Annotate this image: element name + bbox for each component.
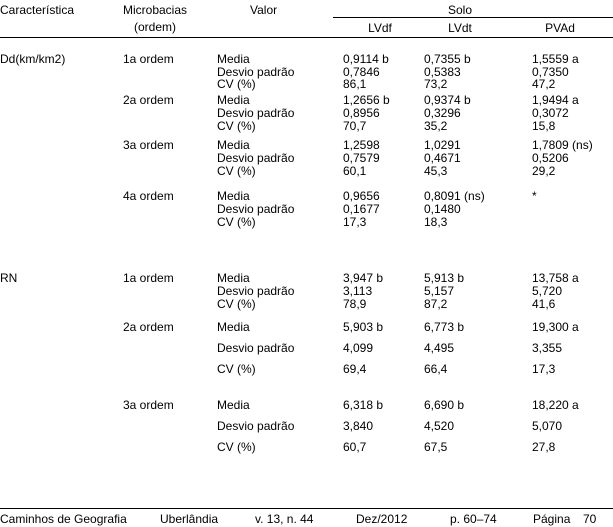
- cell-lvdf: 0,8956: [343, 106, 380, 120]
- cell-lvdt: 4,495: [424, 341, 455, 355]
- cell-valor: CV (%): [217, 297, 256, 311]
- cell-lvdt: 6,690 b: [424, 398, 465, 412]
- cell-lvdt: 0,9374 b: [424, 93, 471, 107]
- cell-lvdf: 3,840: [343, 419, 374, 433]
- cell-lvdt: 4,520: [424, 419, 455, 433]
- cell-lvdt: 6,773 b: [424, 320, 465, 334]
- footer-volume: v. 13, n. 44: [255, 512, 314, 526]
- header-bottom-rule: [0, 37, 613, 38]
- cell-lvdf: 1,2598: [343, 138, 380, 152]
- cell-lvdf: 0,7846: [343, 65, 380, 79]
- footer-page-label: Página: [533, 512, 571, 526]
- cell-valor: Media: [217, 138, 250, 152]
- cell-lvdt: 67,5: [424, 440, 448, 454]
- cell-valor: Desvio padrão: [217, 151, 295, 165]
- cell-lvdf: 6,318 b: [343, 398, 384, 412]
- header-lvdf: LVdf: [368, 21, 392, 35]
- cell-valor: Desvio padrão: [217, 284, 295, 298]
- cell-lvdf: 3,113: [343, 284, 373, 298]
- cell-pvad: 13,758 a: [532, 271, 579, 285]
- cell-pvad: 15,8: [532, 119, 556, 133]
- cell-valor: Media: [217, 189, 250, 203]
- cell-lvdt: 0,7355 b: [424, 52, 471, 66]
- order-label: 3a ordem: [123, 138, 174, 152]
- cell-lvdt: 0,5383: [424, 65, 461, 79]
- cell-pvad: 0,3072: [532, 106, 569, 120]
- order-label: 3a ordem: [123, 398, 174, 412]
- group-caracteristica: Dd(km/km2): [0, 52, 66, 66]
- header-lvdt: LVdt: [448, 21, 472, 35]
- header-valor: Valor: [250, 3, 278, 17]
- cell-valor: CV (%): [217, 362, 256, 376]
- cell-valor: Media: [217, 398, 250, 412]
- cell-valor: Desvio padrão: [217, 65, 295, 79]
- cell-lvdf: 0,9114 b: [343, 52, 389, 66]
- order-label: 4a ordem: [123, 189, 174, 203]
- cell-lvdf: 60,7: [343, 440, 367, 454]
- cell-lvdf: 1,2656 b: [343, 93, 390, 107]
- cell-pvad: 0,5206: [532, 151, 569, 165]
- order-label: 1a ordem: [123, 271, 174, 285]
- cell-lvdt: 66,4: [424, 362, 448, 376]
- cell-lvdf: 70,7: [343, 119, 367, 133]
- cell-lvdf: 60,1: [343, 164, 367, 178]
- cell-valor: Desvio padrão: [217, 419, 295, 433]
- cell-valor: CV (%): [217, 215, 256, 229]
- cell-pvad: 41,6: [532, 297, 556, 311]
- header-microbacias: [120, 4, 190, 33]
- footer-date: Dez/2012: [356, 512, 408, 526]
- cell-pvad: 1,7809 (ns): [532, 138, 593, 152]
- cell-valor: Desvio padrão: [217, 106, 295, 120]
- cell-valor: CV (%): [217, 77, 256, 91]
- cell-lvdt: 0,1480: [424, 202, 461, 216]
- cell-lvdf: 4,099: [343, 341, 374, 355]
- cell-lvdf: 5,903 b: [343, 320, 384, 334]
- cell-valor: Media: [217, 93, 250, 107]
- cell-lvdf: 0,7579: [343, 151, 380, 165]
- cell-lvdt: 35,2: [424, 119, 448, 133]
- cell-lvdt: 0,3296: [424, 106, 461, 120]
- group-caracteristica: RN: [0, 271, 18, 285]
- order-label: 2a ordem: [123, 93, 174, 107]
- cell-lvdt: 5,157: [424, 284, 455, 298]
- cell-pvad: 27,8: [532, 440, 556, 454]
- cell-pvad: 3,355: [532, 341, 563, 355]
- cell-lvdt: 18,3: [424, 215, 448, 229]
- cell-lvdf: 0,9656: [343, 189, 380, 203]
- cell-pvad: 1,5559 a: [532, 52, 579, 66]
- cell-lvdt: 87,2: [424, 297, 448, 311]
- cell-pvad: 17,3: [532, 362, 556, 376]
- cell-lvdt: 0,4671: [424, 151, 461, 165]
- footer-pages: p. 60–74: [450, 512, 497, 526]
- footer-rule: [0, 508, 613, 509]
- header-pvad: PVAd: [545, 21, 575, 35]
- order-label: 1a ordem: [123, 52, 174, 66]
- cell-pvad: 19,300 a: [532, 320, 579, 334]
- cell-valor: CV (%): [217, 440, 256, 454]
- cell-pvad: *: [532, 189, 537, 203]
- cell-lvdf: 0,1677: [343, 202, 380, 216]
- cell-valor: CV (%): [217, 119, 256, 133]
- cell-pvad: 18,220 a: [532, 398, 579, 412]
- cell-lvdf: 86,1: [343, 77, 367, 91]
- cell-pvad: 1,9494 a: [532, 93, 579, 107]
- cell-valor: Media: [217, 271, 250, 285]
- cell-valor: Desvio padrão: [217, 202, 295, 216]
- cell-lvdf: 78,9: [343, 297, 367, 311]
- footer-page-number: 70: [583, 512, 597, 526]
- cell-pvad: 47,2: [532, 77, 556, 91]
- cell-valor: Media: [217, 52, 250, 66]
- cell-valor: CV (%): [217, 164, 256, 178]
- cell-lvdt: 5,913 b: [424, 271, 465, 285]
- solo-underline: [333, 17, 613, 18]
- cell-pvad: 5,720: [532, 284, 563, 298]
- cell-valor: Media: [217, 320, 250, 334]
- cell-pvad: 29,2: [532, 164, 556, 178]
- cell-valor: Desvio padrão: [217, 341, 295, 355]
- header-solo: Solo: [447, 3, 473, 17]
- footer-journal: Caminhos de Geografia: [0, 512, 127, 526]
- cell-lvdf: 69,4: [343, 362, 367, 376]
- cell-lvdt: 1,0291: [424, 138, 461, 152]
- order-label: 2a ordem: [123, 320, 174, 334]
- cell-pvad: 5,070: [532, 419, 563, 433]
- header-caracteristica: Característica: [0, 3, 75, 17]
- cell-lvdt: 45,3: [424, 164, 448, 178]
- cell-lvdf: 3,947 b: [343, 271, 384, 285]
- cell-lvdf: 17,3: [343, 215, 367, 229]
- header-microbacias-line2: (ordem): [133, 20, 176, 34]
- cell-pvad: 0,7350: [532, 65, 569, 79]
- cell-lvdt: 0,8091 (ns): [424, 189, 485, 203]
- header-microbacias-line1: Microbacias: [122, 3, 188, 17]
- cell-lvdt: 73,2: [424, 77, 448, 91]
- footer-city: Uberlândia: [160, 512, 219, 526]
